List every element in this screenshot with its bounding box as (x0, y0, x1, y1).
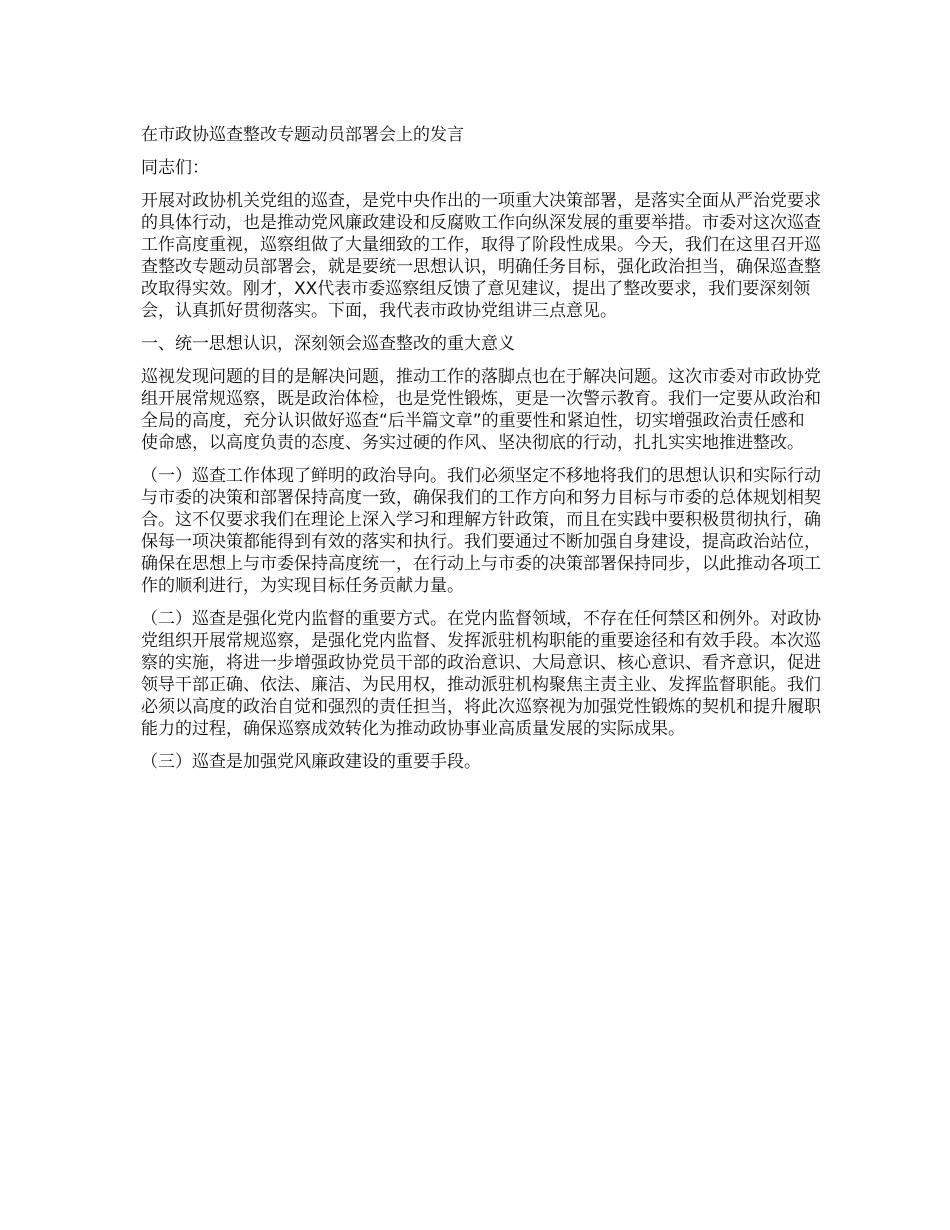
paragraph-section-1: 巡视发现问题的目的是解决问题，推动工作的落脚点也在于解决问题。这次市委对市政协党组开展常规巡察，既是政治体检，也是党性锻炼，更是一次警示教育。我们一定要从政治和全局的高度，充分认识做好巡查“后半篇文章”的重要性和紧迫性，切实增强政治责任感和使命感，以高度负责的态度、务实过硬的作风、坚决彻底的行动，扎扎实实地推进整改。 (141, 367, 821, 453)
paragraph-point-3: （三）巡查是加强党风廉政建设的重要手段。 (141, 752, 481, 772)
document-body (141, 124, 821, 784)
paragraph-point-1: （一）巡查工作体现了鲜明的政治导向。我们必须坚定不移地将我们的思想认识和实际行动与市委的决策和部署保持高度一致，确保我们的工作方向和努力目标与市委的总体规划相契合。这不仅要求我们在理论上深入学习和理解方针政策，而且在实践中要积极贯彻执行，确保每一项决策都能得到有效的落实和执行。我们要通过不断加强自身建设，提高政治站位，确保在思想上与市委保持高度统一，在行动上与市委的决策部署保持同步，以此推动各项工作的顺利进行，为实现目标任务贡献力量。 (141, 466, 821, 596)
document-title: 在市政协巡查整改专题动员部署会上的发言 (141, 125, 464, 145)
section-heading-1: 一、统一思想认识，深刻领会巡查整改的重大意义 (141, 334, 515, 354)
paragraph-point-2: （二）巡查是强化党内监督的重要方式。在党内监督领域，不存在任何禁区和例外。对政协党组织开展常规巡察，是强化党内监督、发挥派驻机构职能的重要途径和有效手段。本次巡察的实施，将进一步增强政协党员干部的政治意识、大局意识、核心意识、看齐意识，促进领导干部正确、依法、廉洁、为民用权，推动派驻机构聚焦主责主业、发挥监督职能。我们必须以高度的政治自觉和强烈的责任担当，将此次巡察视为加强党性锻炼的契机和提升履职能力的过程，确保巡察成效转化为推动政协事业高质量发展的实际成果。 (141, 609, 821, 739)
salutation: 同志们： (141, 158, 209, 178)
paragraph-intro: 开展对政协机关党组的巡查，是党中央作出的一项重大决策部署，是落实全面从严治党要求的具体行动，也是推动党风廉政建设和反腐败工作向纵深发展的重要举措。市委对这次巡查工作高度重视，巡察组做了大量细致的工作，取得了阶段性成果。今天，我们在这里召开巡查整改专题动员部署会，就是要统一思想认识，明确任务目标，强化政治担当，确保巡查整改取得实效。刚才，XX代表市委巡察组反馈了意见建议，提出了整改要求，我们要深刻领会，认真抓好贯彻落实。下面，我代表市政协党组讲三点意见。 (141, 191, 821, 321)
